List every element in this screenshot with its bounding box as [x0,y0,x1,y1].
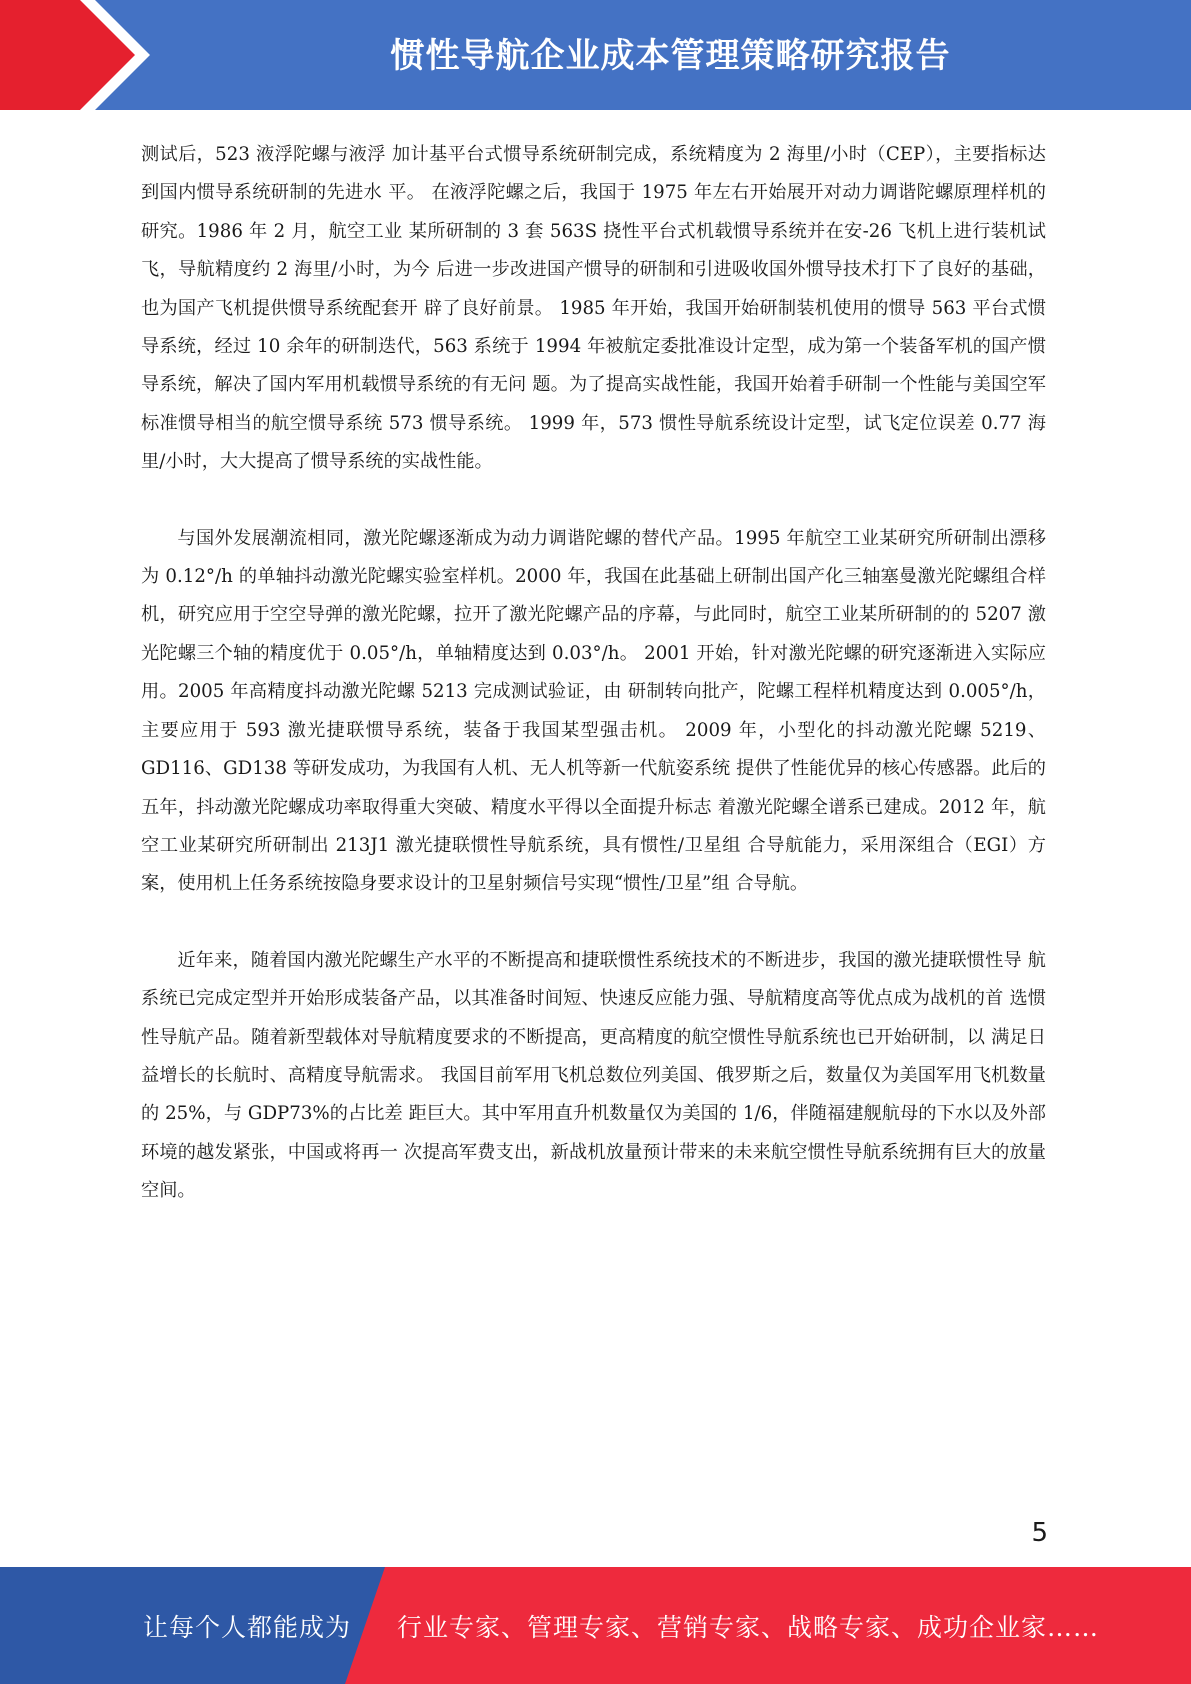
footer-slogan-right: 行业专家、管理专家、营销专家、战略专家、成功企业家…… [397,1612,1100,1642]
paragraph-2: 与国外发展潮流相同，激光陀螺逐渐成为动力调谐陀螺的替代产品。1995 年航空工业某研究所研制出漂移 为 0.12°/h 的单轴抖动激光陀螺实验室样机。2000 年，我国在此基础上研制出国产化三轴塞曼激光陀螺组合样 机，研究应用于空空导弹的激光陀螺，拉开了激光陀螺产品的序幕，与此同时，航空工业某所研制的的 5207 激 光陀螺三个轴的精度优于 0.05°/h，单轴精度达到 0.03°/h。 2001 开始，针对激光陀螺的研究逐渐进入实际应用。2005 年高精度抖动激光陀螺 5213 完成测试验证，由 研制转向批产，陀螺工程样机精度达到 0.005°/h，主要应用于 593 激光捷联惯导系统，装备于我国某型强击机。 2009 年，小型化的抖动激光陀螺 5219、GD116、GD138 等研发成功，为我国有人机、无人机等新一代航姿系统 提供了性能优异的核心传感器。此后的五年，抖动激光陀螺成功率取得重大突破、精度水平得以全面提升标志 着激光陀螺全谱系已建成。2012 年，航空工业某研究所研制出 213J1 激光捷联惯性导航系统，具有惯性/卫星组 合导航能力，采用深组合（EGI）方案，使用机上任务系统按隐身要求设计的卫星射频信号实现“惯性/卫星”组 合导航。 [141,527,1046,895]
page-number: 5 [1031,1518,1048,1548]
footer-banner [0,1567,1191,1684]
paragraph-3: 近年来，随着国内激光陀螺生产水平的不断提高和捷联惯性系统技术的不断进步，我国的激光捷联惯性导 航系统已完成定型并开始形成装备产品，以其准备时间短、快速反应能力强、导航精度高等优点成为战机的首 选惯性导航产品。随着新型载体对导航精度要求的不断提高，更高精度的航空惯性导航系统也已开始研制，以 满足日益增长的长航时、高精度导航需求。 我国目前军用飞机总数位列美国、俄罗斯之后，数量仅为美国军用飞机数量的 25%，与 GDP73%的占比差 距巨大。其中军用直升机数量仅为美国的 1/6，伴随福建舰航母的下水以及外部环境的越发紧张，中国或将再一 次提高军费支出，新战机放量预计带来的未来航空惯性导航系统拥有巨大的放量空间。 [141,949,1046,1202]
paragraph-1: 测试后，523 液浮陀螺与液浮 加计基平台式惯导系统研制完成，系统精度为 2 海里/小时（CEP），主要指标达到国内惯导系统研制的先进水 平。 在液浮陀螺之后，我国于 1975 年左右开始展开对动力调谐陀螺原理样机的研究。1986 年 2 月，航空工业 某所研制的 3 套 563S 挠性平台式机载惯导系统并在安-26 飞机上进行装机试飞，导航精度约 2 海里/小时，为今 后进一步改进国产惯导的研制和引进吸收国外惯导技术打下了良好的基础，也为国产飞机提供惯导系统配套开 辟了良好前景。 1985 年开始，我国开始研制装机使用的惯导 563 平台式惯导系统，经过 10 余年的研制迭代，563 系统于 1994 年被航定委批准设计定型，成为第一个装备军机的国产惯导系统，解决了国内军用机载惯导系统的有无问 题。为了提高实战性能，我国开始着手研制一个性能与美国空军标准惯导相当的航空惯导系统 573 惯导系统。 1999 年，573 惯性导航系统设计定型，试飞定位误差 0.77 海里/小时，大大提高了惯导系统的实战性能。 [141,144,1046,473]
header-banner [0,0,1191,110]
report-title: 惯性导航企业成本管理策略研究报告 [390,35,951,76]
footer-slogan-left: 让每个人都能成为 [143,1612,352,1642]
document-body [141,136,1046,1249]
